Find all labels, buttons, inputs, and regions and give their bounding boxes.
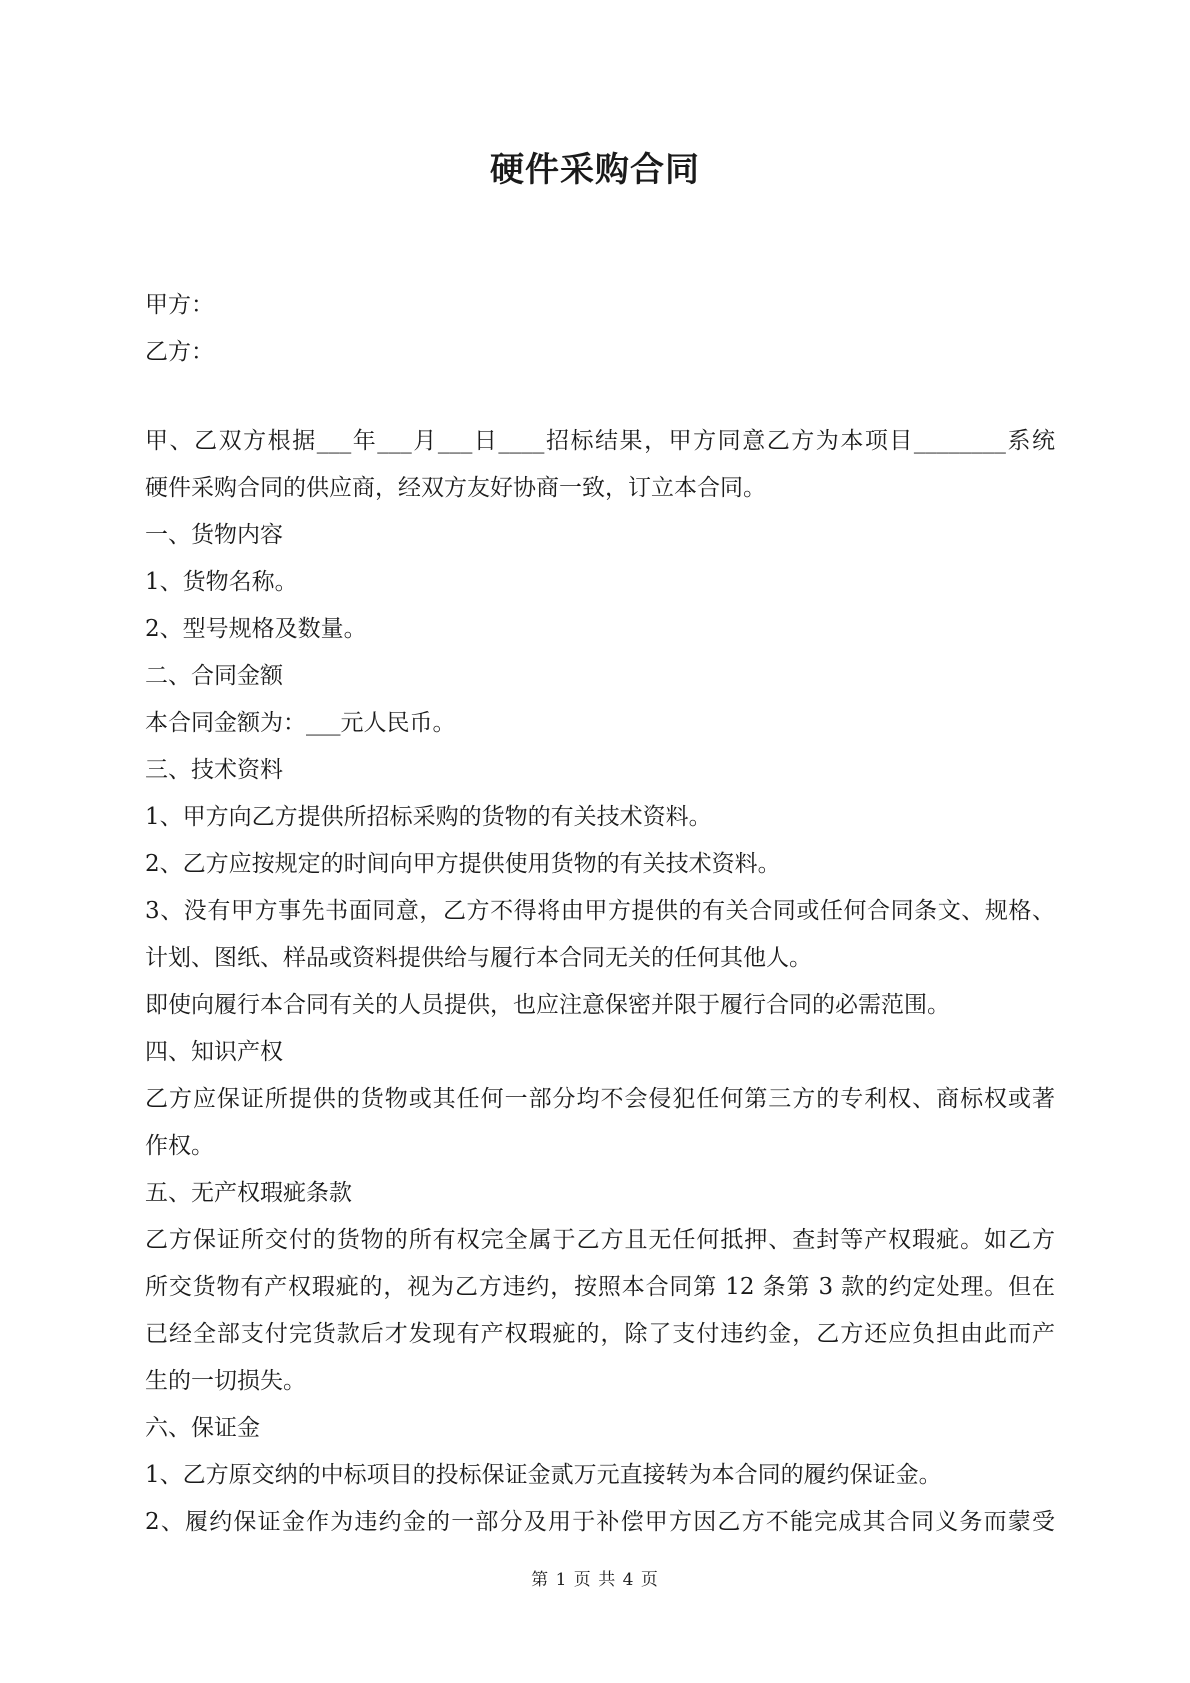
paragraph-line: 1、乙方原交纳的中标项目的投标保证金贰万元直接转为本合同的履约保证金。 bbox=[145, 1462, 942, 1488]
paragraph-line: 3、没有甲方事先书面同意，乙方不得将由甲方提供的有关合同或任何合同条文、规格、 bbox=[145, 898, 1055, 924]
party-a-label: 甲方： bbox=[145, 292, 214, 318]
page-footer: 第 1 页 共 4 页 bbox=[531, 1570, 659, 1590]
paragraph-line: 1、货物名称。 bbox=[145, 569, 298, 595]
paragraph-line: 本合同金额为：___元人民币。 bbox=[145, 710, 456, 736]
paragraph-line: 一、货物内容 bbox=[145, 522, 283, 548]
paragraph-line: 五、无产权瑕疵条款 bbox=[145, 1180, 352, 1206]
paragraph-line: 作权。 bbox=[145, 1133, 214, 1159]
paragraph-line: 三、技术资料 bbox=[145, 757, 283, 783]
paragraph-line: 生的一切损失。 bbox=[145, 1368, 306, 1394]
paragraph-line: 已经全部支付完货款后才发现有产权瑕疵的，除了支付违约金，乙方还应负担由此而产 bbox=[145, 1321, 1055, 1347]
parties-block bbox=[145, 282, 214, 376]
party-b-label: 乙方： bbox=[145, 339, 214, 365]
paragraph-line: 甲、乙双方根据___年___月___日____招标结果，甲方同意乙方为本项目________系统 bbox=[145, 428, 1055, 454]
document-title: 硬件采购合同 bbox=[490, 150, 700, 190]
paragraph-line: 乙方应保证所提供的货物或其任何一部分均不会侵犯任何第三方的专利权、商标权或著 bbox=[145, 1086, 1055, 1112]
paragraph-line: 硬件采购合同的供应商，经双方友好协商一致，订立本合同。 bbox=[145, 475, 766, 501]
paragraph-line: 2、履约保证金作为违约金的一部分及用于补偿甲方因乙方不能完成其合同义务而蒙受 bbox=[145, 1509, 1055, 1535]
paragraph-line: 计划、图纸、样品或资料提供给与履行本合同无关的任何其他人。 bbox=[145, 945, 812, 971]
paragraph-line: 六、保证金 bbox=[145, 1415, 260, 1441]
paragraph-line: 即使向履行本合同有关的人员提供，也应注意保密并限于履行合同的必需范围。 bbox=[145, 992, 950, 1018]
paragraph-line: 1、甲方向乙方提供所招标采购的货物的有关技术资料。 bbox=[145, 804, 712, 830]
paragraph-line: 二、合同金额 bbox=[145, 663, 283, 689]
paragraph-line: 四、知识产权 bbox=[145, 1039, 283, 1065]
paragraph-line: 2、型号规格及数量。 bbox=[145, 616, 367, 642]
paragraph-line: 2、乙方应按规定的时间向甲方提供使用货物的有关技术资料。 bbox=[145, 851, 781, 877]
paragraph-line: 所交货物有产权瑕疵的，视为乙方违约，按照本合同第 12 条第 3 款的约定处理。但在 bbox=[145, 1274, 1055, 1300]
paragraph-line: 乙方保证所交付的货物的所有权完全属于乙方且无任何抵押、查封等产权瑕疵。如乙方 bbox=[145, 1227, 1055, 1253]
contract-body bbox=[145, 418, 1055, 1546]
